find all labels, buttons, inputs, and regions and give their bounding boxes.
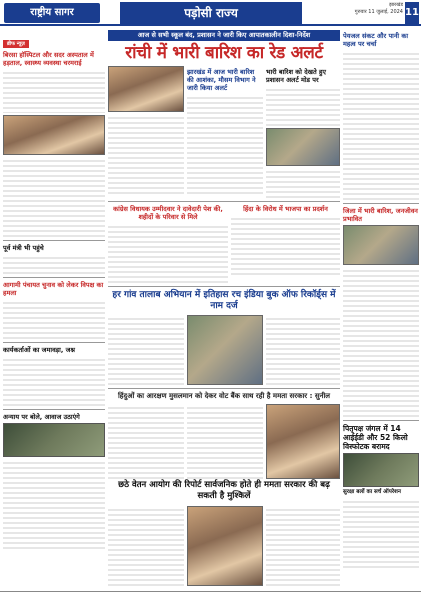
rain-photo: [266, 128, 340, 166]
lead-subhead-2: भारी बारिश को देखते हुए प्रशासन अलर्ट मोड पर: [266, 68, 326, 84]
lead-headline: रांची में भारी बारिश का रेड अलर्ट: [125, 43, 323, 63]
divider: [3, 240, 105, 241]
article-body: [108, 315, 184, 385]
article-body: [266, 315, 340, 385]
page-number: 11: [405, 2, 419, 24]
article-body: [3, 299, 105, 339]
article-body: [266, 86, 340, 126]
mid-headline-3: हिंदुओं का आरक्षण मुसलमान को देकर वोट बैंक साथ रही है ममता सरकार : सुनील: [117, 392, 331, 400]
left-headline-2: पूर्व मंत्री भी पहुंचे: [3, 244, 44, 252]
article-body: [343, 267, 419, 417]
pond-photo: [187, 315, 263, 385]
bottom-article-area: [108, 506, 340, 586]
edition-meta: [325, 2, 403, 16]
right-headline-1: पेयजल संकट और पानी का महत्व पर चर्चा: [343, 32, 409, 48]
article-photo: [343, 225, 419, 265]
article-body: [3, 356, 105, 406]
section-title: पड़ोसी राज्य: [120, 2, 302, 24]
divider: [343, 420, 419, 421]
article-body: [266, 168, 340, 198]
leader-photo: [266, 404, 340, 479]
bottom-headline: छठे वेतन आयोग की रिपोर्ट सार्वजनिक होते ही ममता सरकार की बढ़ सकती है मुश्किलें: [118, 480, 330, 501]
article-body: [108, 506, 184, 586]
article-body: [3, 459, 105, 549]
article-body: [231, 215, 340, 275]
footer-rule: [0, 591, 421, 595]
right-headline-4: सुरक्षा बलों का सर्च ऑपरेशन: [343, 489, 401, 495]
article-body: [108, 114, 184, 194]
briefs-tag: ब्रीफ न्यूज़: [3, 40, 29, 48]
newspaper-logo: राष्ट्रीय सागर: [4, 3, 100, 23]
article-body: [343, 498, 419, 568]
records-headline: हर गांव तालाब अभियान में इतिहास रच इंडिया बुक ऑफ रिकॉर्ड्स में नाम दर्ज: [112, 290, 336, 311]
article-body: [343, 50, 419, 200]
lead-subhead-1: झारखंड में आज भारी बारिश की आशंका, मौसम विभाग ने जारी किया अलर्ट: [187, 68, 256, 92]
article-photo: [3, 423, 105, 457]
left-headline-3: आगामी पंचायत चुनाव को लेकर विपक्ष का हमला: [3, 281, 104, 297]
article-body: [266, 506, 340, 586]
divider: [3, 342, 105, 343]
left-headline-4: कार्यकर्ताओं का जमावड़ा, जश्न: [3, 346, 75, 354]
right-headline-2: जिला में भारी बारिश, जनजीवन प्रभावित: [343, 207, 418, 223]
right-column: [343, 30, 419, 568]
article-body: [3, 69, 105, 113]
article-body: [187, 94, 263, 194]
article-body: [3, 254, 105, 274]
article-body: [3, 157, 105, 237]
lead-photo: [108, 66, 184, 112]
article-body: [187, 404, 263, 479]
divider: [108, 388, 340, 389]
chief-minister-photo: [187, 506, 263, 586]
mid-headline-1: कांग्रेस विधायक उम्मीदवार ने दावेदारी पेश की, शहीदों के परिवार से मिले: [113, 205, 223, 221]
lead-kicker: आज से सभी स्कूल बंद, प्रशासन ने जारी किए आपातकालीन दिशा-निर्देश: [108, 30, 340, 41]
left-headline-5: अन्याय पर बोले, आवाज उठाएंगे: [3, 413, 80, 421]
left-headline-1: बिरसा हॉस्पिटल और सदर अस्पताल में हड़ताल, स्वास्थ्य व्यवस्था चरमराई: [3, 51, 94, 67]
explosives-photo: [343, 453, 419, 487]
left-column: [3, 30, 105, 549]
divider: [108, 201, 340, 202]
date-line: गुरुवार 11 जुलाई, 2024: [354, 9, 403, 15]
mid-headline-2: हिंदा के विरोध में भाजपा का प्रदर्शन: [243, 205, 328, 213]
state-label: झारखंड: [389, 2, 403, 8]
divider: [3, 277, 105, 278]
article-photo: [3, 115, 105, 155]
divider: [108, 286, 340, 287]
article-body: [108, 223, 228, 283]
right-headline-3: पितृपक्ष जंगल में 14 आईईडी और 52 किलो विस्फोटक बरामद: [343, 424, 408, 451]
article-body: [108, 404, 184, 479]
divider: [3, 409, 105, 410]
divider: [343, 203, 419, 204]
masthead: [0, 0, 421, 26]
center-column: [108, 66, 340, 479]
